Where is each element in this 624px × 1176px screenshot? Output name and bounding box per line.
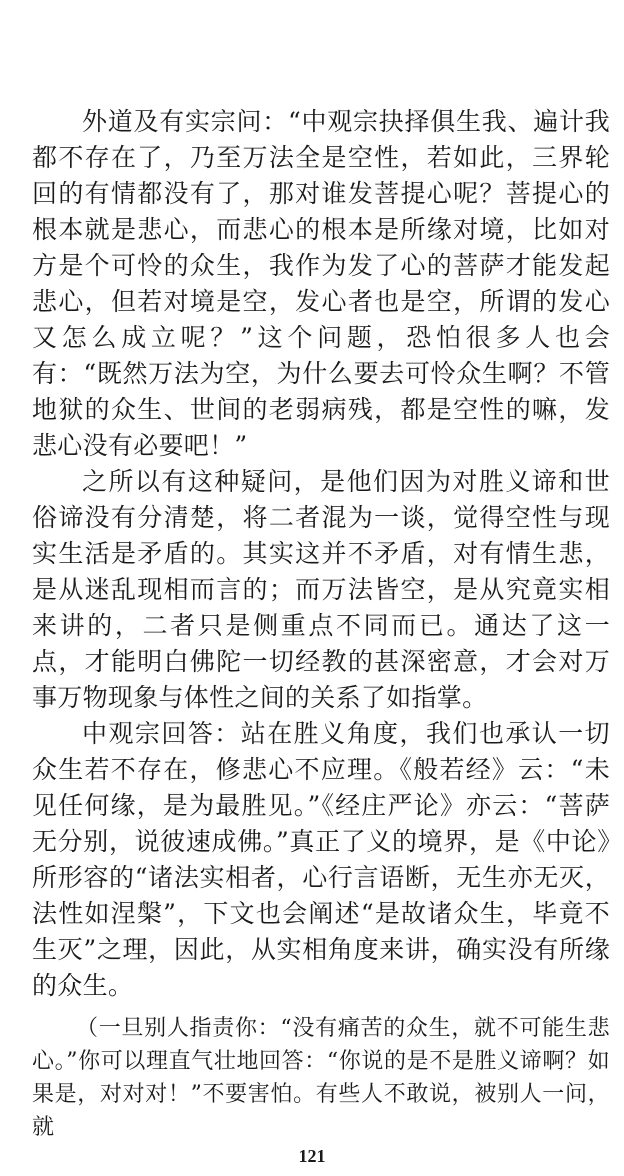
- paragraph-objection: 外道及有实宗问：“中观宗抉择俱生我、遍计我都不存在了，乃至万法全是空性，若如此，三界轮回的有情都没有了，那对谁发菩提心呢？菩提心的根本就是悲心，而悲心的根本是所缘对境，比如对方是个可怜的众生，我作为发了心的菩萨才能发起悲心，但若对境是空，发心者也是空，所谓的发心又怎么成立呢？”这个问题，恐怕很多人也会有：“既然万法为空，为什么要去可怜众生啊？不管地狱的众生、世间的老弱病残，都是空性的嘛，发悲心没有必要吧！”: [32, 107, 610, 460]
- page-body: [32, 104, 610, 1144]
- paragraph-explanation: 之所以有这种疑问，是他们因为对胜义谛和世俗谛没有分清楚，将二者混为一谈，觉得空性与现实生活是矛盾的。其实这并不矛盾，对有情生悲，是从迷乱现相而言的；而万法皆空，是从究竟实相来讲的，二者只是侧重点不同而已。通达了这一点，才能明白佛陀一切经教的甚深密意，才会对万事万物现象与体性之间的关系了如指掌。: [32, 467, 610, 712]
- paragraph-madhyamaka-answer: 中观宗回答：站在胜义角度，我们也承认一切众生若不存在，修悲心不应理。《般若经》云：“未见任何缘，是为最胜见。”《经庄严论》亦云：“菩萨无分别，说彼速成佛。”真正了义的境界，是《中论》所形容的“诸法实相者，心行言语断，无生亦无灭，法性如涅槃”，下文也会阐述“是故诸众生，毕竟不生灭”之理，因此，从实相角度来讲，确实没有所缘的众生。: [32, 719, 610, 1000]
- paragraph-note: （一旦别人指责你：“没有痛苦的众生，就不可能生悲心。”你可以理直气壮地回答：“你说的是不是胜义谛啊？如果是，对对对！”不要害怕。有些人不敢说，被别人一问，就: [32, 1016, 610, 1140]
- page-number: 121: [298, 1146, 326, 1166]
